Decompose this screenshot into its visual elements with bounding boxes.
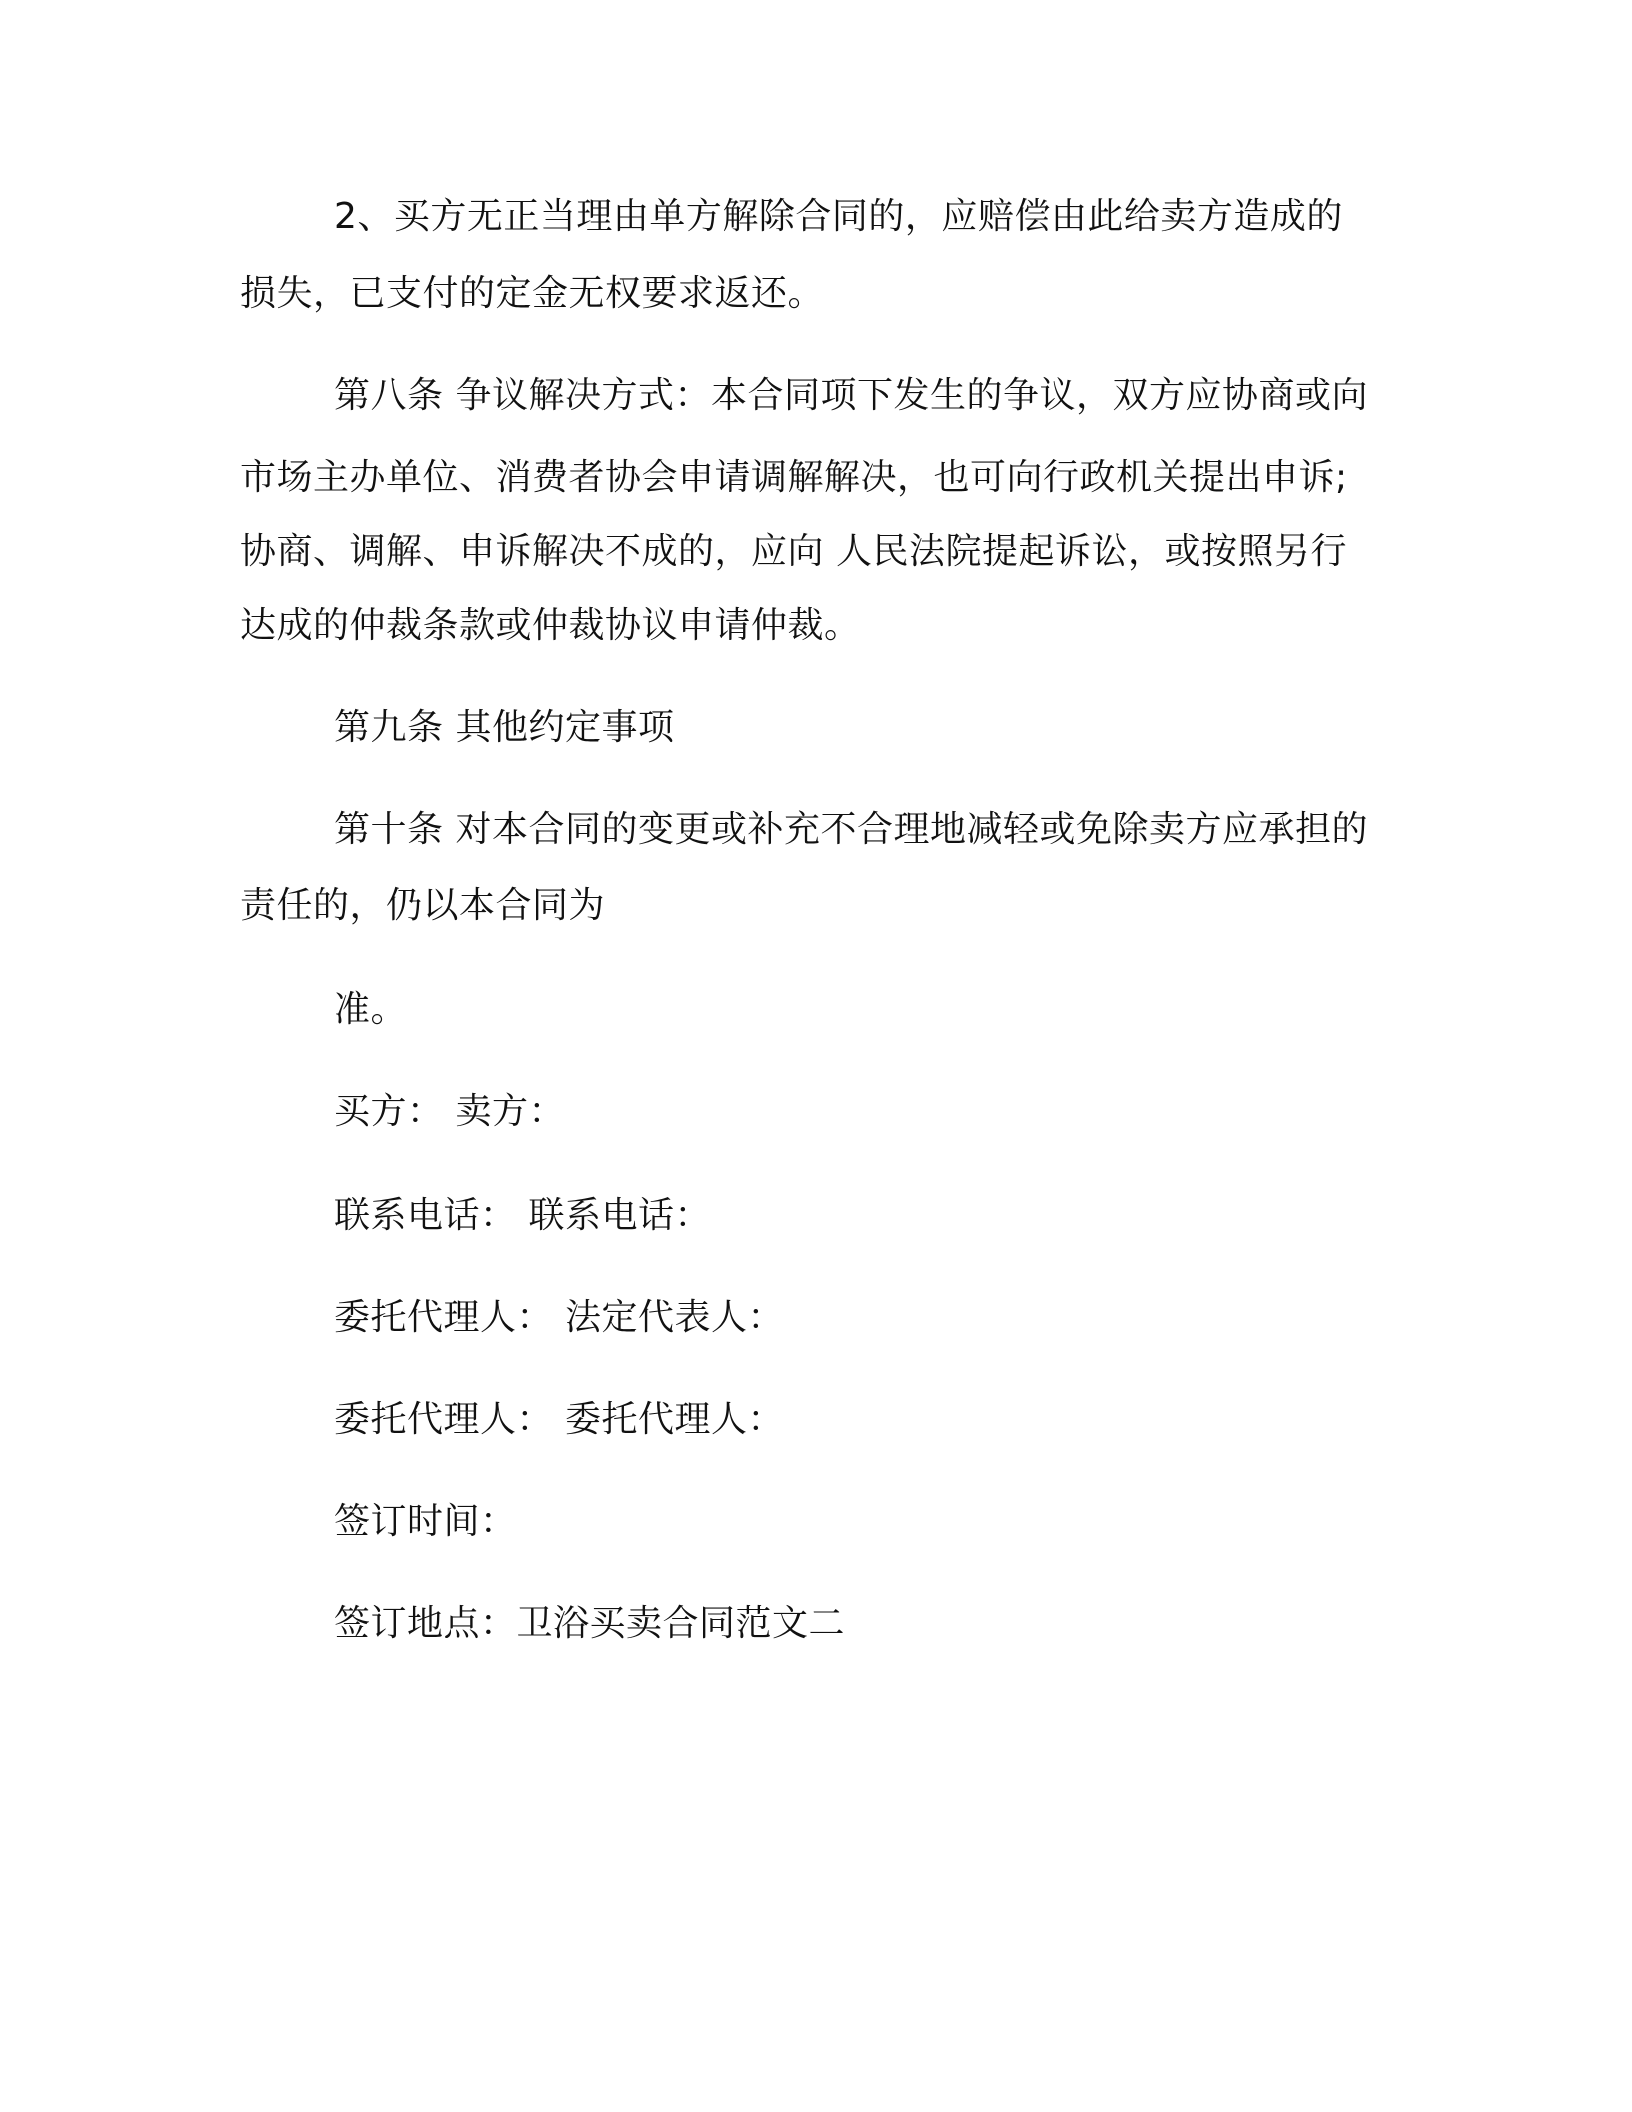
signature-parties: 买方： 卖方：	[334, 1091, 565, 1132]
clause-8-line-3: 协商、调解、申诉解决不成的，应向 人民法院提起诉讼，或按照另行	[240, 531, 1347, 572]
signature-phones: 联系电话： 联系电话：	[334, 1195, 711, 1236]
clause-10-line-2: 责任的，仍以本合同为	[240, 885, 606, 926]
clause-8-line-2: 市场主办单位、消费者协会申请调解解决，也可向行政机关提出申诉;	[240, 457, 1348, 498]
signature-agent-representative: 委托代理人： 法定代表人：	[334, 1297, 784, 1338]
clause-10-line-1: 第十条 对本合同的变更或补充不合理地减轻或免除卖方应承担的	[334, 809, 1368, 850]
clause-8-line-4: 达成的仲裁条款或仲裁协议申请仲裁。	[240, 605, 861, 646]
signature-agents: 委托代理人： 委托代理人：	[334, 1399, 784, 1440]
clause-7-item-2-line-2: 损失，已支付的定金无权要求返还。	[240, 273, 825, 314]
clause-9: 第九条 其他约定事项	[334, 707, 675, 748]
signing-place-and-next-title: 签订地点：卫浴买卖合同范文二	[334, 1603, 846, 1644]
clause-7-item-2-line-1: 2、买方无正当理由单方解除合同的，应赔偿由此给卖方造成的	[334, 196, 1343, 237]
clause-10-line-3: 准。	[334, 989, 408, 1030]
clause-8-line-1: 第八条 争议解决方式：本合同项下发生的争议，双方应协商或向	[334, 375, 1368, 416]
signing-time: 签订时间：	[334, 1501, 517, 1542]
